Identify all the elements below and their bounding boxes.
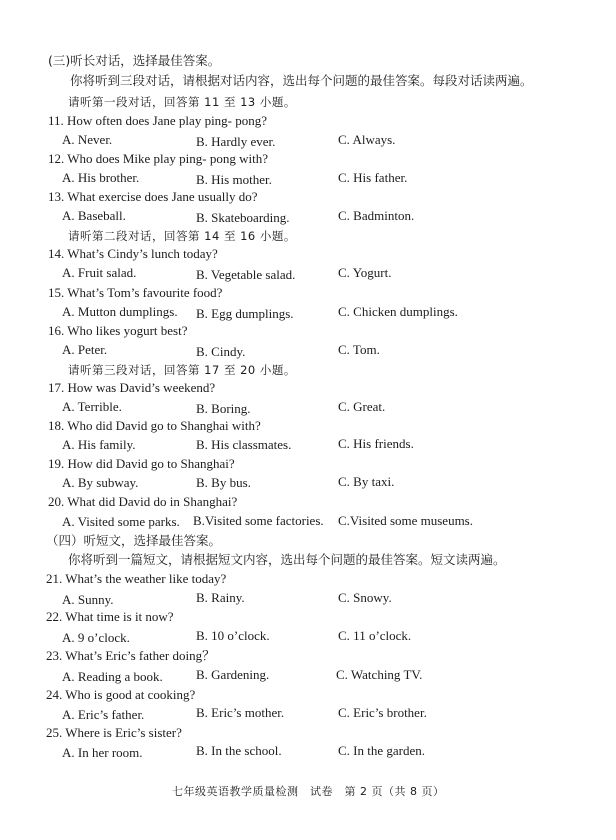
question-22: 22. What time is it now? — [46, 609, 174, 624]
question-24-option-c: C. Eric’s brother. — [338, 705, 427, 720]
question-24-option-a: A. Eric’s father. — [62, 707, 145, 722]
question-11-option-b: B. Hardly ever. — [196, 134, 276, 149]
question-23-option-a: A. Reading a book. — [62, 669, 163, 684]
question-11: 11. How often does Jane play ping- pong? — [48, 113, 268, 128]
question-16: 16. Who likes yogurt best? — [48, 323, 188, 338]
question-20-option-c: C.Visited some museums. — [338, 513, 473, 528]
question-20: 20. What did David do in Shanghai? — [48, 494, 238, 509]
section-4-instruction: 你将听到一篇短文，请根据短文内容，选出每个问题的最佳答案。短文读两遍。 — [68, 552, 506, 567]
section-3-sub-instruction-3: 请听第三段对话，回答第 17 至 20 小题。 — [68, 363, 296, 377]
question-25: 25. Where is Eric’s sister? — [46, 725, 182, 740]
question-21-option-b: B. Rainy. — [196, 590, 245, 605]
question-12-option-b: B. His mother. — [196, 172, 272, 187]
question-19-option-a: A. By subway. — [62, 475, 139, 490]
question-15-option-a: A. Mutton dumplings. — [62, 304, 178, 319]
question-15: 15. What’s Tom’s favourite food? — [48, 285, 223, 300]
question-20-option-b: B.Visited some factories. — [193, 513, 324, 528]
question-22-option-c: C. 11 o’clock. — [338, 628, 412, 643]
question-21-option-a: A. Sunny. — [62, 592, 114, 607]
section-4-title: （四）听短文，选择最佳答案。 — [46, 533, 222, 548]
question-14: 14. What’s Cindy’s lunch today? — [48, 246, 218, 261]
question-19-option-b: B. By bus. — [196, 475, 251, 490]
question-22-option-b: B. 10 o’clock. — [196, 628, 270, 643]
question-17-option-a: A. Terrible. — [62, 399, 122, 414]
question-16-option-c: C. Tom. — [338, 342, 380, 357]
section-3-title: (三)听长对话，选择最佳答案。 — [48, 53, 221, 68]
question-13-option-b: B. Skateboarding. — [196, 210, 290, 225]
question-14-option-c: C. Yogurt. — [338, 265, 392, 280]
question-14-option-a: A. Fruit salad. — [62, 265, 137, 280]
question-17-option-b: B. Boring. — [196, 401, 251, 416]
section-3-sub-instruction-2: 请听第二段对话，回答第 14 至 16 小题。 — [68, 229, 296, 243]
page-footer: 七年级英语教学质量检测 试卷 第 2 页（共 8 页） — [172, 785, 445, 798]
question-12-option-c: C. His father. — [338, 170, 408, 185]
question-20-option-a: A. Visited some parks. — [62, 514, 180, 529]
question-18-option-b: B. His classmates. — [196, 437, 292, 452]
question-16-option-a: A. Peter. — [62, 342, 108, 357]
question-25-option-b: B. In the school. — [196, 743, 282, 758]
question-12: 12. Who does Mike play ping- pong with? — [48, 151, 269, 166]
question-19-option-c: C. By taxi. — [338, 474, 395, 489]
question-21: 21. What’s the weather like today? — [46, 571, 227, 586]
question-19: 19. How did David go to Shanghai? — [48, 456, 235, 471]
question-21-option-c: C. Snowy. — [338, 590, 392, 605]
question-15-option-c: C. Chicken dumplings. — [338, 304, 458, 319]
question-23-option-b: B. Gardening. — [196, 667, 270, 682]
question-13-option-a: A. Baseball. — [62, 208, 126, 223]
question-25-option-c: C. In the garden. — [338, 743, 426, 758]
section-3-sub-instruction-1: 请听第一段对话，回答第 11 至 13 小题。 — [68, 95, 296, 109]
question-13-option-c: C. Badminton. — [338, 208, 415, 223]
question-11-option-a: A. Never. — [62, 132, 113, 147]
question-23: 23. What’s Eric’s father doing？ — [46, 648, 216, 663]
question-18-option-c: C. His friends. — [338, 436, 414, 451]
question-23-option-c: C. Watching TV. — [336, 667, 423, 682]
question-13: 13. What exercise does Jane usually do? — [48, 189, 258, 204]
question-17-option-c: C. Great. — [338, 399, 386, 414]
question-15-option-b: B. Egg dumplings. — [196, 306, 294, 321]
question-16-option-b: B. Cindy. — [196, 344, 246, 359]
question-25-option-a: A. In her room. — [62, 745, 143, 760]
question-24-option-b: B. Eric’s mother. — [196, 705, 285, 720]
question-17: 17. How was David’s weekend? — [48, 380, 216, 395]
question-12-option-a: A. His brother. — [62, 170, 140, 185]
question-24: 24. Who is good at cooking? — [46, 687, 196, 702]
question-18: 18. Who did David go to Shanghai with? — [48, 418, 261, 433]
question-22-option-a: A. 9 o’clock. — [62, 630, 130, 645]
question-18-option-a: A. His family. — [62, 437, 136, 452]
question-14-option-b: B. Vegetable salad. — [196, 267, 296, 282]
section-3-instruction: 你将听到三段对话，请根据对话内容，选出每个问题的最佳答案。每段对话读两遍。 — [70, 73, 533, 88]
question-11-option-c: C. Always. — [338, 132, 396, 147]
